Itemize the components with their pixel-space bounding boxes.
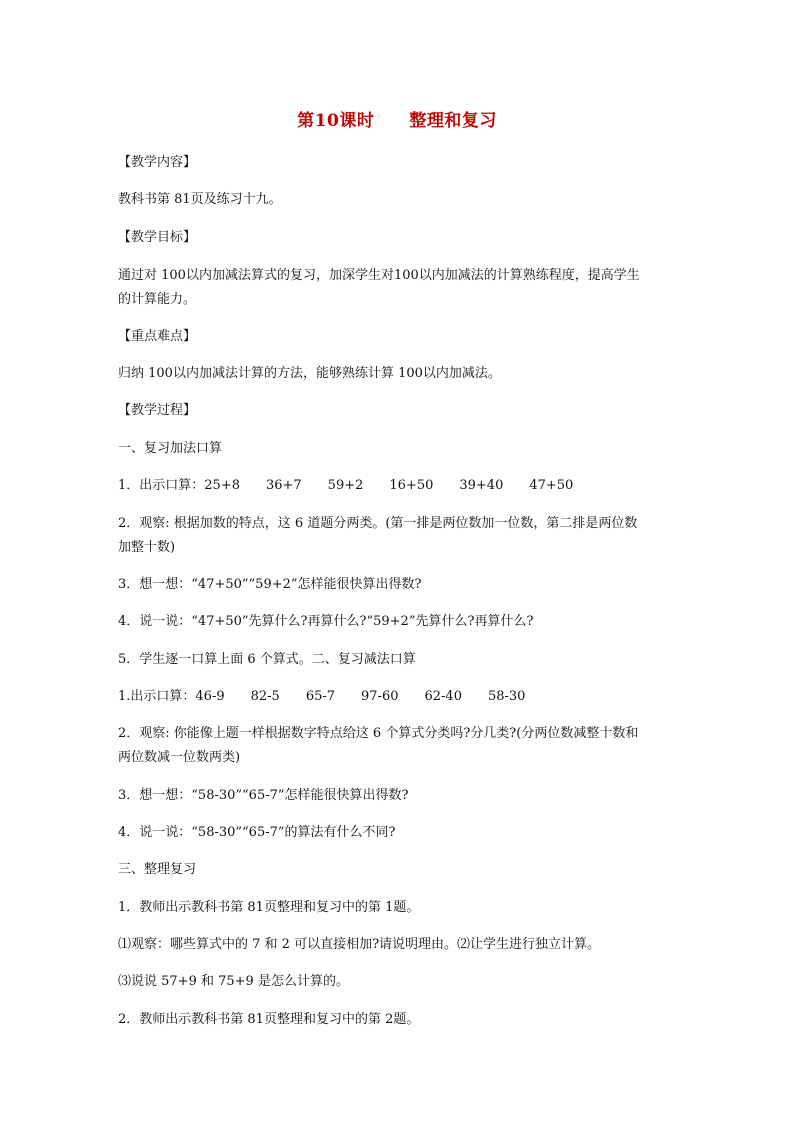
list-item-addition-5: 5．学生逐一口算上面 6 个算式。二、复习减法口算: [118, 652, 416, 667]
heading-teaching-content: 【教学内容】: [118, 155, 197, 170]
list-item-review-1-subitem-3: ⑶说说 57+9 和 75+9 是怎么计算的。: [118, 974, 349, 989]
list-item-addition-3: 3．想一想：“47+50”“59+2”怎样能很快算出得数?: [118, 577, 422, 592]
list-item-addition-2-line2: 加整十数): [118, 540, 176, 555]
list-item-addition-4: 4．说一说：“47+50”先算什么?再算什么?“59+2”先算什么?再算什么?: [118, 614, 534, 629]
lesson-title: 第10课时 整理和复习: [297, 111, 497, 131]
section-addition-review: 一、复习加法口算: [118, 441, 223, 456]
list-item-review-2: 2．教师出示教科书第 81页整理和复习中的第 2题。: [118, 1012, 420, 1027]
heading-teaching-process: 【教学过程】: [118, 403, 197, 418]
list-item-review-1-subitems: ⑴观察：哪些算式中的 7 和 2 可以直接相加?请说明理由。⑵让学生进行独立计算。: [118, 937, 601, 952]
paragraph-goals-line2: 的计算能力。: [118, 292, 197, 307]
paragraph-key-points: 归纳 100以内加减法计算的方法，能够熟练计算 100以内加减法。: [118, 366, 501, 381]
list-item-subtraction-3: 3．想一想：“58-30”“65-7”怎样能很快算出得数?: [118, 788, 409, 803]
list-item-review-1: 1．教师出示教科书第 81页整理和复习中的第 1题。: [118, 900, 420, 915]
heading-key-points: 【重点难点】: [118, 329, 197, 344]
list-item-subtraction-1: 1.出示口算：46-9 82-5 65-7 97-60 62-40 58-30: [118, 689, 526, 704]
list-item-subtraction-2-line2: 两位数减一位数两类): [118, 750, 241, 765]
list-item-subtraction-4: 4．说一说：“58-30”“65-7”的算法有什么不同?: [118, 825, 396, 840]
section-organize-review: 三、整理复习: [118, 862, 197, 877]
list-item-addition-1: 1．出示口算：25+8 36+7 59+2 16+50 39+40 47+50: [118, 478, 574, 493]
list-item-addition-2-line1: 2．观察: 根据加数的特点，这 6 道题分两类。(第一排是两位数加一位数，第二排是两位数: [118, 516, 638, 531]
list-item-subtraction-2-line1: 2．观察: 你能像上题一样根据数字特点给这 6 个算式分类吗?分几类?(分两位数减整十数和: [118, 726, 639, 741]
paragraph-content: 教科书第 81页及练习十九。: [118, 192, 282, 207]
heading-teaching-goals: 【教学目标】: [118, 230, 197, 245]
paragraph-goals-line1: 通过对 100以内加减法算式的复习，加深学生对100以内加减法的计算熟练程度，提高学生: [118, 268, 640, 283]
